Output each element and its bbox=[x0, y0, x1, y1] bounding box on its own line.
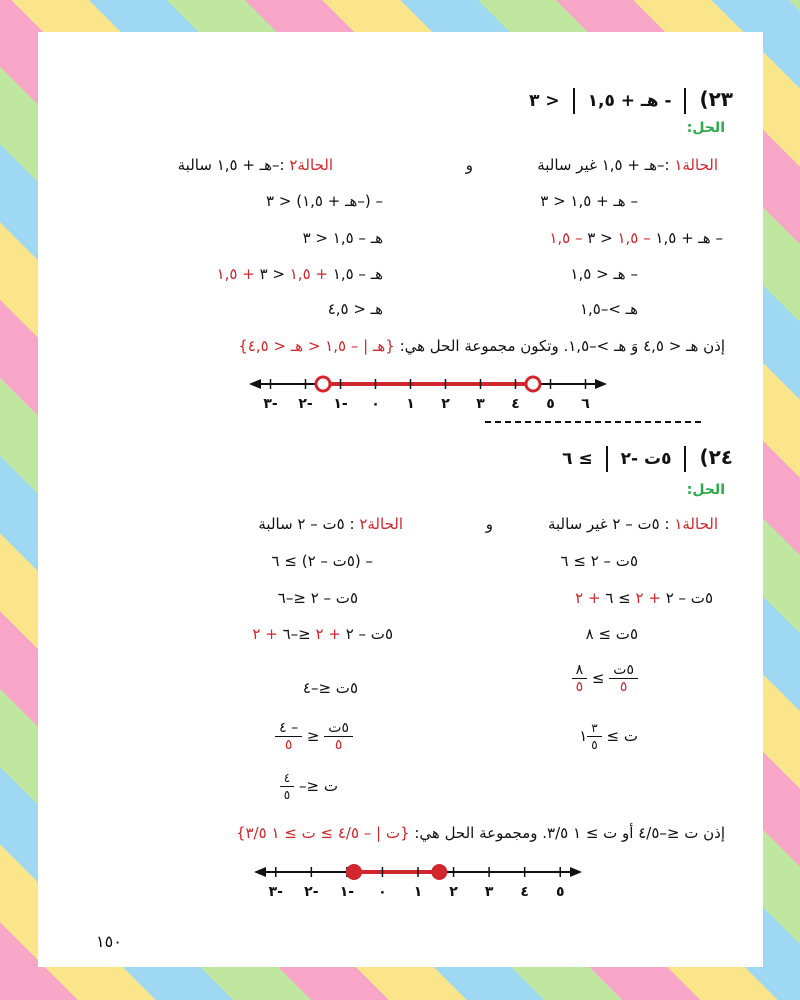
p23-left-step: هـ – ١,٥ + ١,٥ < ٣ + ١,٥ bbox=[216, 265, 383, 283]
tick-label: ٠ bbox=[371, 396, 380, 412]
p24-right-mixed-step: ت ≥ $\frac{٣}{٥}$ ١ bbox=[579, 721, 638, 752]
tick-label: ١ bbox=[406, 396, 415, 412]
and-word: و bbox=[465, 156, 473, 174]
tick-label: ٠ bbox=[378, 884, 387, 900]
p24-left-step: ٥ت ≤–٤ bbox=[302, 679, 358, 697]
tick-label: ٣ bbox=[484, 884, 494, 900]
abs-bar bbox=[573, 88, 575, 114]
p23-right-step: – هـ < ١,٥ bbox=[570, 265, 638, 283]
worksheet-page bbox=[38, 32, 763, 967]
tick-label: ٢- bbox=[298, 396, 313, 412]
tick-label: ١- bbox=[333, 396, 348, 412]
p24-right-step: ٥ت – ٢ + ٢ ≥ ٦ + ٢ bbox=[575, 589, 713, 607]
conclusion-text: إذن ت ≤–٤/٥ أو ت ≥ ١ ٣/٥. ومجموعة الحل هي: bbox=[414, 824, 725, 842]
tick-label: ٤ bbox=[511, 396, 520, 412]
tick-label: ١ bbox=[413, 884, 423, 900]
case1-text: : ٥ت – ٢ غير سالبة bbox=[547, 515, 670, 533]
case1-text: :–هـ + ١,٥ غير سالبة bbox=[537, 156, 670, 174]
tick-label: ٣ bbox=[476, 396, 485, 412]
tick-label: ٦ bbox=[581, 396, 590, 412]
case1-label: الحالة١ bbox=[674, 515, 718, 533]
case2-text: : ٥ت – ٢ سالبة bbox=[258, 515, 355, 533]
tick-label: ١- bbox=[339, 884, 355, 900]
arrow-right-icon bbox=[595, 379, 607, 389]
conclusion-text: إذن هـ < ٤,٥ وَ هـ >–١,٥. وتكون مجموعة الحل هي: bbox=[399, 337, 725, 355]
separator-line bbox=[485, 421, 701, 423]
case2-text: :–هـ + ١,٥ سالبة bbox=[177, 156, 285, 174]
p24-right-frac-step: $\frac{\text{٥ت}}{٥}$ ≥ $\frac{٨}{٥}$ bbox=[572, 662, 638, 695]
p23-left-step: هـ – ١,٥ < ٣ bbox=[302, 229, 383, 247]
problem-23-case1-header bbox=[537, 156, 718, 174]
arrow-left-icon bbox=[254, 867, 266, 877]
problem-24-case1-header bbox=[548, 515, 718, 533]
p23-right-step: – هـ + ١,٥ – ١,٥ < ٣ – ١,٥ bbox=[549, 229, 723, 247]
p23-left-step: هـ < ٤,٥ bbox=[327, 300, 383, 318]
problem-23-rhs: < ٣ bbox=[529, 91, 560, 111]
arrow-right-icon bbox=[570, 867, 582, 877]
tick-label: ٤ bbox=[520, 884, 529, 900]
p24-right-step: ٥ت ≥ ٨ bbox=[585, 625, 638, 643]
problem-24-expression: ٥ت -٢ bbox=[620, 449, 672, 469]
problem-23-expression: - هـ + ١,٥ bbox=[587, 91, 672, 111]
p24-left-step: ٥ت – ٢ + ٢ ≤–٦ + ٢ bbox=[252, 625, 393, 643]
arrow-left-icon bbox=[249, 379, 261, 389]
tick-label: ٥ bbox=[546, 396, 555, 412]
abs-bar bbox=[684, 88, 686, 114]
problem-24-case2-header bbox=[258, 515, 403, 533]
case2-label: الحالة٢ bbox=[359, 515, 403, 533]
tick-label: ٢ bbox=[441, 396, 450, 412]
solution-set: {ت | – ٤/٥ ≥ ت ≥ ١ ٣/٥} bbox=[235, 824, 410, 842]
tick-label: ٣- bbox=[268, 884, 283, 900]
tick-label: ٥ bbox=[555, 884, 565, 900]
p24-left-last-step: ت ≤– $\frac{٤}{٥}$ bbox=[280, 770, 338, 803]
p24-left-frac-step: $\frac{\text{٥ت}}{٥}$ ≤ $\frac{- ٤}{٥}$ bbox=[275, 720, 353, 753]
problem-24-conclusion bbox=[236, 824, 725, 842]
tick-label: ٢ bbox=[449, 884, 458, 900]
problem-23-case2-header bbox=[178, 156, 333, 174]
p23-right-step: – هـ + ١,٥ < ٣ bbox=[540, 192, 638, 210]
case1-label: الحالة١ bbox=[674, 156, 718, 174]
page-number: ١٥٠ bbox=[96, 932, 122, 951]
abs-bar bbox=[684, 446, 686, 472]
number-line-24 bbox=[248, 860, 588, 902]
problem-23-solution-label: الحل: bbox=[686, 120, 725, 136]
tick-label: ٣- bbox=[263, 396, 278, 412]
and-word: و bbox=[485, 515, 493, 533]
open-endpoint bbox=[316, 377, 330, 391]
problem-23-header bbox=[529, 87, 733, 114]
problem-24-solution-label: الحل: bbox=[686, 482, 725, 498]
p23-right-step: هـ >–١,٥ bbox=[579, 300, 638, 318]
p23-left-step: – (–هـ + ١,٥) < ٣ bbox=[266, 192, 383, 210]
number-line-23 bbox=[243, 372, 613, 414]
tick-label: ٢- bbox=[304, 884, 319, 900]
problem-23-conclusion bbox=[238, 337, 725, 355]
abs-bar bbox=[606, 446, 608, 472]
case2-label: الحالة٢ bbox=[289, 156, 333, 174]
problem-23-number: ٢٣) bbox=[699, 87, 733, 111]
problem-24-number: ٢٤) bbox=[699, 445, 733, 469]
open-endpoint bbox=[526, 377, 540, 391]
closed-endpoint bbox=[346, 864, 362, 880]
p24-right-step: ٥ت – ٢ ≥ ٦ bbox=[560, 552, 638, 570]
closed-endpoint bbox=[431, 864, 447, 880]
solution-set: {هـ | – ١,٥ < هـ < ٤,٥} bbox=[238, 337, 395, 355]
problem-24-header bbox=[562, 445, 733, 472]
p24-left-step: – (٥ت – ٢) ≥ ٦ bbox=[271, 552, 373, 570]
p24-left-step: ٥ت – ٢ ≤–٦ bbox=[277, 589, 358, 607]
problem-24-rhs: ≥ ٦ bbox=[562, 449, 593, 469]
